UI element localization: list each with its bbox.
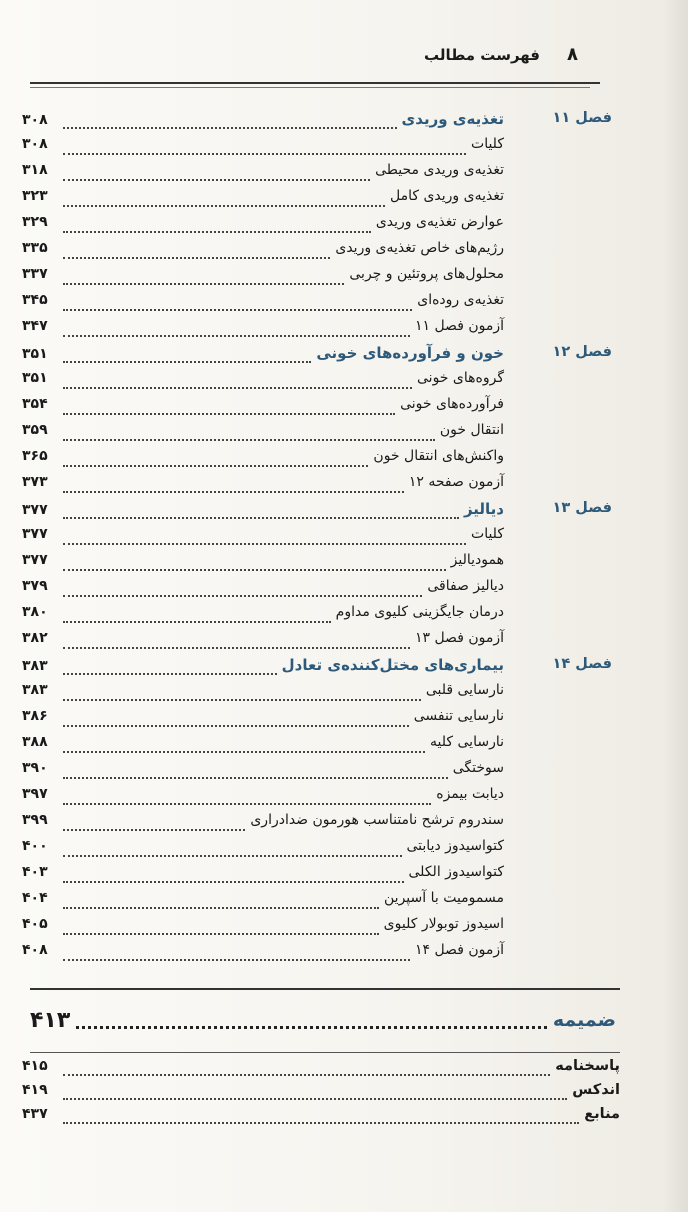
toc-entry-page: ۳۲۳ <box>22 188 48 204</box>
toc-entry-title: کلیات <box>471 526 504 542</box>
toc-entry-title: رژیم‌های خاص تغذیه‌ی وریدی <box>335 240 504 256</box>
toc-entry-page: ۳۹۰ <box>22 760 48 776</box>
chapter-heading-title: خون و فرآورده‌های خونی <box>316 344 504 362</box>
appendix-title: ضمیمه <box>552 1009 616 1031</box>
toc-entry-page: ۳۱۸ <box>22 162 48 178</box>
page-number: ۸ <box>567 44 578 65</box>
toc-entry-page: ۳۷۳ <box>22 474 48 490</box>
toc-entry-row[interactable] <box>22 734 504 760</box>
toc-entry-row[interactable] <box>22 136 504 162</box>
toc-entry-row[interactable] <box>22 708 504 734</box>
end-section-row[interactable] <box>22 1106 620 1130</box>
toc-entry-page: ۳۸۲ <box>22 630 48 646</box>
toc-entry-row[interactable] <box>22 604 504 630</box>
toc-entry-page: ۳۸۳ <box>22 682 48 698</box>
leader-dots <box>63 947 410 961</box>
leader-dots <box>63 791 431 805</box>
toc-entry-page: ۴۰۸ <box>22 942 48 958</box>
toc-entry-row[interactable] <box>22 838 504 864</box>
toc-entry-title: نارسایی قلبی <box>425 682 504 698</box>
toc-entry-title: عوارض تغذیه‌ی وریدی <box>375 214 504 230</box>
chapter-heading-title: تغذیه‌ی وریدی <box>401 110 504 128</box>
toc-entry-page: ۳۸۰ <box>22 604 48 620</box>
toc-entry-page: ۳۴۷ <box>22 318 48 334</box>
end-section-row[interactable] <box>22 1082 620 1106</box>
end-sections-list <box>22 1058 620 1130</box>
leader-dots <box>63 193 385 207</box>
toc-entry-page: ۳۰۸ <box>22 136 48 152</box>
toc-entry-row[interactable] <box>22 786 504 812</box>
leader-dots <box>76 1012 547 1029</box>
leader-dots <box>63 349 311 363</box>
leader-dots <box>63 271 344 285</box>
toc-entry-title: تغذیه‌ی وریدی کامل <box>389 188 504 204</box>
end-section-page: ۴۱۵ <box>22 1058 48 1074</box>
toc-entry-row[interactable] <box>22 318 504 344</box>
toc-entry-page: ۳۵۱ <box>22 370 48 386</box>
toc-entry-title: سوختگی <box>452 760 504 776</box>
leader-dots <box>63 115 397 129</box>
leader-dots <box>63 427 435 441</box>
toc-entry-row[interactable] <box>22 240 504 266</box>
page-gutter-shadow <box>662 0 688 1212</box>
toc-entry-row[interactable] <box>22 864 504 890</box>
toc-entry-page: ۴۰۴ <box>22 890 48 906</box>
end-section-page: ۴۱۹ <box>22 1082 48 1098</box>
leader-dots <box>63 375 412 389</box>
toc-entry-row[interactable] <box>22 578 504 604</box>
toc-entry-row[interactable] <box>22 292 504 318</box>
end-section-row[interactable] <box>22 1058 620 1082</box>
toc-entry-page: ۳۹۷ <box>22 786 48 802</box>
chapter-block <box>22 344 612 500</box>
end-section-title: پاسخنامه <box>555 1058 620 1074</box>
toc-entry-title: تغذیه‌ی وریدی محیطی <box>375 162 504 178</box>
toc-entry-row[interactable] <box>22 214 504 240</box>
toc-entry-title: آزمون فصل ۱۴ <box>414 942 504 958</box>
leader-dots <box>63 323 410 337</box>
leader-dots <box>63 895 379 909</box>
toc-entry-title: نارسایی تنفسی <box>413 708 504 724</box>
chapter-heading-row[interactable] <box>22 656 504 682</box>
toc-entry-page: ۳۸۳ <box>22 658 48 674</box>
toc-entry-page: ۳۷۷ <box>22 552 48 568</box>
toc-entry-row[interactable] <box>22 266 504 292</box>
leader-dots <box>63 843 402 857</box>
chapter-heading-row[interactable] <box>22 110 504 136</box>
leader-dots <box>63 583 422 597</box>
toc-entry-page: ۴۰۳ <box>22 864 48 880</box>
leader-dots <box>63 739 425 753</box>
chapter-label: فصل ۱۴ <box>552 656 612 672</box>
toc-entry-title: درمان جایگزینی کلیوی مداوم <box>335 604 504 620</box>
leader-dots <box>63 219 371 233</box>
end-section-title: اندکس <box>572 1082 620 1098</box>
toc-entry-page: ۳۴۵ <box>22 292 48 308</box>
toc-entry-title: آزمون صفحه ۱۲ <box>408 474 504 490</box>
toc-entry-page: ۳۷۷ <box>22 502 48 518</box>
toc-entry-row[interactable] <box>22 526 504 552</box>
leader-dots <box>63 245 330 259</box>
toc-entry-page: ۳۲۹ <box>22 214 48 230</box>
toc-entry-row[interactable] <box>22 552 504 578</box>
toc-entry-title: انتقال خون <box>439 422 504 438</box>
toc-entry-title: دیابت بیمزه <box>436 786 504 802</box>
appendix-section <box>30 988 620 1053</box>
leader-dots <box>63 635 410 649</box>
leader-dots <box>63 817 245 831</box>
chapter-heading-row[interactable] <box>22 344 504 370</box>
toc-entry-title: آزمون فصل ۱۱ <box>414 318 504 334</box>
end-section-title: منابع <box>584 1106 620 1122</box>
toc-entry-title: همودیالیز <box>450 552 504 568</box>
toc-entry-title: آزمون فصل ۱۳ <box>414 630 504 646</box>
toc-entry-title: کتواسیدوز دیابتی <box>406 838 504 854</box>
toc-entry-row[interactable] <box>22 448 504 474</box>
appendix-row[interactable] <box>30 1000 620 1040</box>
leader-dots <box>63 1110 579 1124</box>
toc-entry-page: ۳۷۹ <box>22 578 48 594</box>
toc-entry-page: ۳۵۹ <box>22 422 48 438</box>
toc-entry-title: گروه‌های خونی <box>417 370 504 386</box>
chapter-block <box>22 110 612 344</box>
leader-dots <box>63 713 409 727</box>
toc-entry-page: ۳۰۸ <box>22 112 48 128</box>
toc-entry-row[interactable] <box>22 396 504 422</box>
leader-dots <box>63 609 331 623</box>
leader-dots <box>63 297 412 311</box>
chapter-label: فصل ۱۳ <box>552 500 612 516</box>
appendix-page: ۴۱۳ <box>30 1007 71 1033</box>
chapter-label: فصل ۱۲ <box>552 344 612 360</box>
toc-entry-page: ۳۷۷ <box>22 526 48 542</box>
toc-entry-row[interactable] <box>22 370 504 396</box>
leader-dots <box>63 531 466 545</box>
toc-entry-page: ۳۳۷ <box>22 266 48 282</box>
page-title: فهرست مطالب <box>424 46 540 64</box>
toc-entry-page: ۳۶۵ <box>22 448 48 464</box>
leader-dots <box>63 1062 550 1076</box>
header-rule <box>30 82 600 84</box>
leader-dots <box>63 1086 567 1100</box>
leader-dots <box>63 765 448 779</box>
table-of-contents <box>22 110 612 968</box>
leader-dots <box>63 401 395 415</box>
toc-entry-title: اسیدوز توبولار کلیوی <box>383 916 504 932</box>
toc-entry-page: ۳۳۵ <box>22 240 48 256</box>
toc-entry-row[interactable] <box>22 812 504 838</box>
chapter-heading-title: بیماری‌های مختل‌کننده‌ی تعادل <box>281 656 504 674</box>
toc-entry-row[interactable] <box>22 916 504 942</box>
leader-dots <box>63 687 421 701</box>
toc-entry-title: مسمومیت با آسپرین <box>384 890 504 906</box>
chapter-heading-row[interactable] <box>22 500 504 526</box>
leader-dots <box>63 167 370 181</box>
toc-entry-row[interactable] <box>22 760 504 786</box>
toc-entry-row[interactable] <box>22 942 504 968</box>
toc-entry-page: ۳۵۴ <box>22 396 48 412</box>
toc-entry-title: نارسایی کلیه <box>430 734 504 750</box>
leader-dots <box>63 453 368 467</box>
page-header <box>30 44 578 72</box>
toc-entry-title: فرآورده‌های خونی <box>400 396 504 412</box>
toc-entry-title: تغذیه‌ی روده‌ای <box>417 292 504 308</box>
leader-dots <box>63 141 466 155</box>
toc-entry-row[interactable] <box>22 474 504 500</box>
toc-entry-title: واکنش‌های انتقال خون <box>373 448 504 464</box>
leader-dots <box>63 505 459 519</box>
chapter-block <box>22 500 612 656</box>
chapter-heading-title: دیالیز <box>463 500 504 518</box>
toc-entry-row[interactable] <box>22 422 504 448</box>
toc-entry-row[interactable] <box>22 162 504 188</box>
toc-entry-page: ۳۸۸ <box>22 734 48 750</box>
toc-entry-row[interactable] <box>22 890 504 916</box>
toc-entry-title: سندروم ترشح نامتناسب هورمون ضدادراری <box>250 812 504 828</box>
leader-dots <box>63 869 404 883</box>
leader-dots <box>63 921 379 935</box>
leader-dots <box>63 479 404 493</box>
leader-dots <box>63 661 277 675</box>
toc-entry-title: محلول‌های پروتئین و چربی <box>349 266 504 282</box>
toc-entry-row[interactable] <box>22 682 504 708</box>
chapter-label: فصل ۱۱ <box>552 110 612 126</box>
toc-entry-title: کلیات <box>471 136 504 152</box>
toc-entry-page: ۳۹۹ <box>22 812 48 828</box>
toc-entry-page: ۴۰۰ <box>22 838 48 854</box>
toc-entry-page: ۳۵۱ <box>22 346 48 362</box>
leader-dots <box>63 557 446 571</box>
toc-entry-page: ۴۰۵ <box>22 916 48 932</box>
chapter-block <box>22 656 612 968</box>
toc-entry-row[interactable] <box>22 630 504 656</box>
header-rule-thin <box>30 87 590 88</box>
toc-entry-row[interactable] <box>22 188 504 214</box>
toc-entry-title: دیالیز صفاقی <box>427 578 504 594</box>
toc-entry-title: کتواسیدوز الکلی <box>408 864 504 880</box>
end-section-page: ۴۳۷ <box>22 1106 48 1122</box>
toc-entry-page: ۳۸۶ <box>22 708 48 724</box>
